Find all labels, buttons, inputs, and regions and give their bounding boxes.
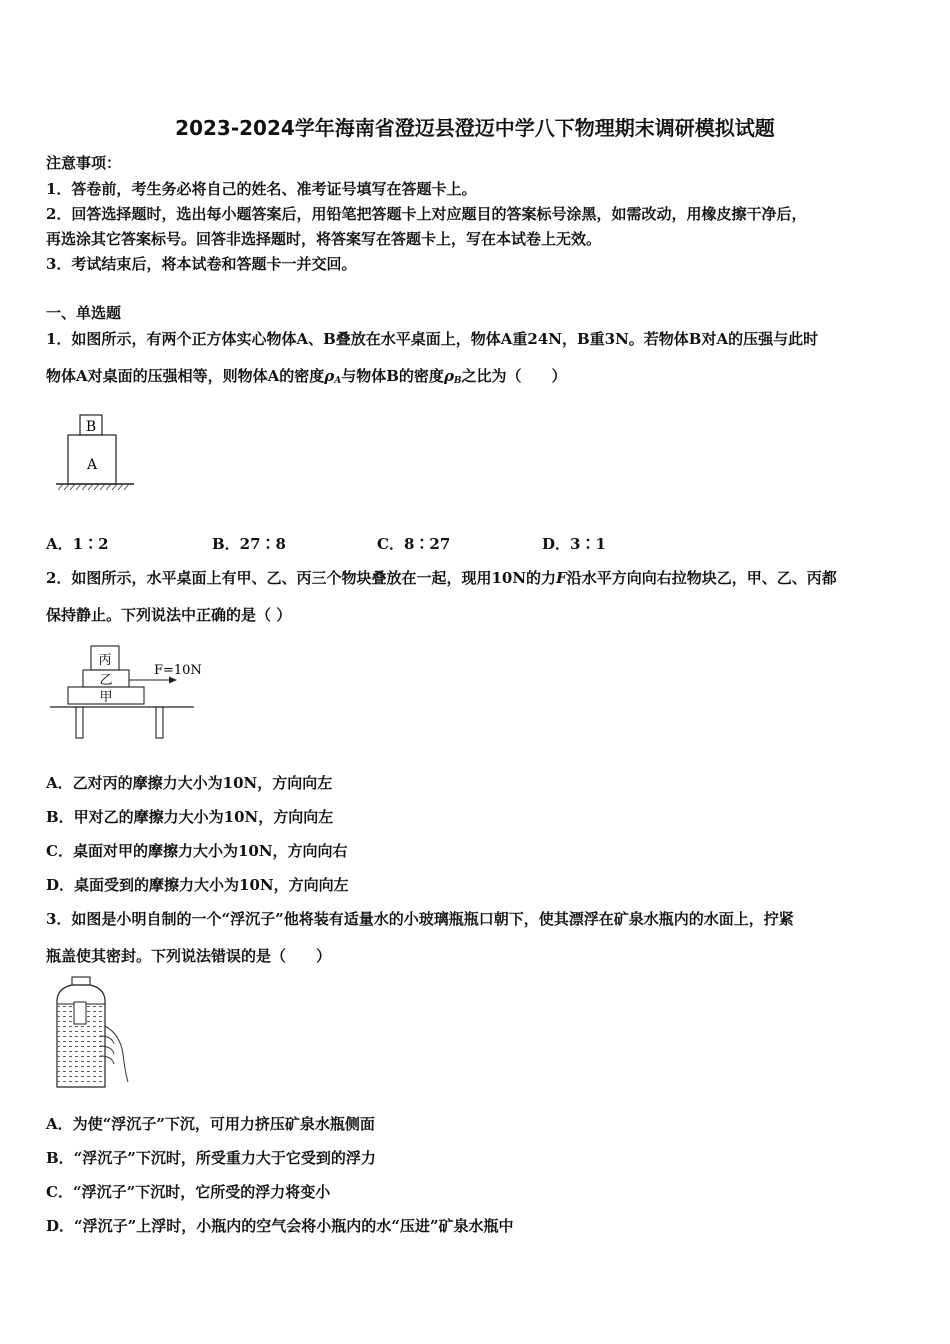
small-glass-bottle (74, 1002, 86, 1024)
notice-item-2-cont: 再选涂其它答案标号。回答非选择题时，将答案写在答题卡上，写在本试卷上无效。 (46, 230, 602, 248)
question-2-option-c[interactable]: C．桌面对甲的摩擦力大小为10N，方向向右 (46, 842, 348, 860)
question-1-text-c: 之比为（ ） (461, 367, 567, 385)
question-3-line-1: 3．如图是小明自制的一个“浮沉子”他将装有适量水的小玻璃瓶瓶口朝下，使其漂浮在矿泉水瓶内的水面上，拧紧 (46, 910, 794, 928)
ground-hatch (58, 484, 129, 490)
notice-heading: 注意事项： (46, 154, 122, 172)
question-2-option-d[interactable]: D．桌面受到的摩擦力大小为10N，方向向左 (46, 876, 349, 894)
question-2-option-a[interactable]: A．乙对丙的摩擦力大小为10N，方向向左 (46, 774, 333, 792)
notice-item-1: 1．答卷前，考生务必将自己的姓名、准考证号填写在答题卡上。 (46, 180, 477, 198)
table-leg-right (156, 707, 163, 738)
block-yi-label: 乙 (99, 673, 113, 688)
question-1-option-b[interactable]: B．27∶8 (212, 535, 286, 553)
cube-a-label: A (86, 457, 98, 473)
force-label: F=10N (154, 663, 202, 678)
rho-subscript-a: A (334, 376, 342, 386)
question-3-line-2: 瓶盖使其密封。下列说法错误的是（ ） (46, 947, 332, 965)
hand-outline (105, 1026, 128, 1082)
question-2-figure (48, 642, 208, 742)
block-bing-label: 丙 (98, 653, 112, 668)
question-1-option-d[interactable]: D．3∶1 (542, 535, 606, 553)
question-2-line-2: 保持静止。下列说法中正确的是（ ） (46, 606, 292, 624)
question-1-text-b: 与物体B的密度 (341, 367, 444, 385)
force-variable: F (556, 569, 567, 587)
block-jia-label: 甲 (99, 690, 113, 705)
question-2-text-b: 沿水平方向向右拉物块乙，甲、乙、丙都 (566, 569, 837, 587)
question-1-option-a[interactable]: A．1∶2 (46, 535, 109, 553)
question-1-line-1: 1．如图所示，有两个正方体实心物体A、B叠放在水平桌面上，物体A重24N，B重3N。若物体B对A的压强与此时 (46, 330, 819, 348)
table-leg-left (76, 707, 83, 738)
rho-subscript-b: B (453, 376, 462, 386)
question-1-option-c[interactable]: C．8∶27 (377, 535, 451, 553)
question-2-line-1 (46, 567, 837, 588)
question-3-option-a[interactable]: A．为使“浮沉子”下沉，可用力挤压矿泉水瓶侧面 (46, 1115, 375, 1133)
notice-item-3: 3．考试结束后，将本试卷和答题卡一并交回。 (46, 255, 357, 273)
bottle-cap (72, 977, 90, 985)
rho-symbol-b: ρ (443, 367, 454, 385)
question-1-figure (52, 408, 142, 498)
question-3-option-d[interactable]: D．“浮沉子”上浮时，小瓶内的空气会将小瓶内的水“压进”矿泉水瓶中 (46, 1217, 514, 1235)
rho-symbol-a: ρ (324, 367, 335, 385)
question-2-text-a: 2．如图所示，水平桌面上有甲、乙、丙三个物块叠放在一起，现用10N的力 (46, 569, 557, 587)
page-title: 2023-2024学年海南省澄迈县澄迈中学八下物理期末调研模拟试题 (175, 116, 775, 140)
question-1-line-2 (46, 365, 567, 386)
question-3-option-b[interactable]: B．“浮沉子”下沉时，所受重力大于它受到的浮力 (46, 1149, 376, 1167)
notice-item-2: 2．回答选择题时，选出每小题答案后，用铅笔把答题卡上对应题目的答案标号涂黑，如需改动，用橡皮擦干净后， (46, 205, 807, 223)
question-3-figure (50, 974, 135, 1094)
question-1-text-a: 物体A对桌面的压强相等，则物体A的密度 (46, 367, 325, 385)
section-heading: 一、单选题 (46, 304, 122, 322)
cube-b-label: B (85, 419, 97, 435)
question-2-option-b[interactable]: B．甲对乙的摩擦力大小为10N，方向向左 (46, 808, 334, 826)
question-3-option-c[interactable]: C．“浮沉子”下沉时，它所受的浮力将变小 (46, 1183, 331, 1201)
